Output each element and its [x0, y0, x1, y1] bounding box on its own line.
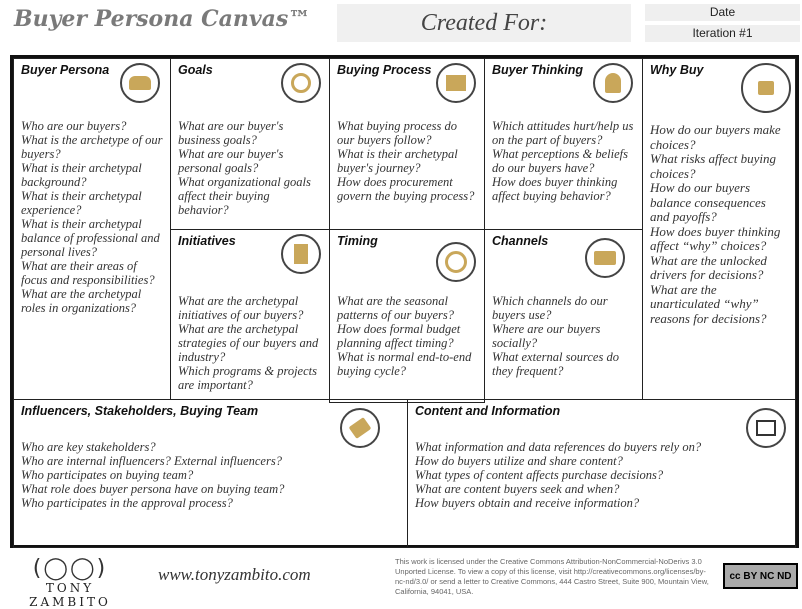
notepad-icon — [281, 234, 321, 274]
cell-questions: What are the archetypal initiatives of our buyers? What are the archetypal strategies of our buyers and industry? Which programs & projects are important? — [178, 294, 319, 392]
date-field[interactable]: Date — [645, 4, 800, 21]
persona-canvas — [10, 55, 799, 548]
cell-channels — [484, 229, 643, 400]
website-link[interactable]: www.tonyzambito.com — [158, 565, 311, 584]
cell-questions: What are the seasonal patterns of our buyers? How does formal budget planning affect timing? What is normal end-to-end buying cycle? — [337, 294, 472, 378]
page-title: Buyer Persona Canvas™ — [14, 6, 311, 32]
cell-questions: Who are our buyers? What is the archetype of our buyers? What is their archetypal background? What is their archetypal experience? What is their archetypal balance of professional and personal lives? What are their areas of focus and responsibilities? What are the archetypal roles in organizations? — [21, 119, 163, 315]
cell-questions: Which channels do our buyers use? Where are our buyers socially? What external sources do they frequent? — [492, 294, 619, 378]
cell-questions: How do our buyers make choices? What risks affect buying choices? How do our buyers balance consequences and payoffs? How does buyer thinking affect “why” choices? What are the unlocked drivers for decisions? What are the unarticulated “why” reasons for decisions? — [650, 122, 781, 326]
cell-title: Why Buy — [650, 63, 704, 77]
thinking-head-icon — [593, 63, 633, 103]
cell-title: Initiatives — [178, 234, 236, 248]
cell-content — [407, 399, 796, 548]
cell-title: Influencers, Stakeholders, Buying Team — [21, 404, 259, 418]
people-icon — [120, 63, 160, 103]
cell-questions: What buying process do our buyers follow? What is their archetypal buyer's journey? How does procurement govern the buying process? — [337, 119, 475, 203]
cell-title: Buying Process — [337, 63, 432, 77]
license-text: This work is licensed under the Creative Commons Attribution-NonCommercial-NoDerivs 3.0 Unported License. To view a copy of this license, visit http://creativecommons.org/licenses/by-nc-nd/3.0/ or send a letter to Creative Commons, 444 Castro Street, Suite 900, Mountain View, California, 94041, USA. — [395, 557, 709, 596]
cell-goals — [170, 58, 330, 230]
compass-icon — [436, 242, 476, 282]
cell-questions: Who are key stakeholders? Who are internal influencers? External influencers? Who participates on buying team? What role does buyer persona have on buying team? Who participates in the approval process? — [21, 440, 285, 510]
cell-title: Goals — [178, 63, 213, 77]
cell-influencers — [13, 399, 408, 548]
cell-title: Buyer Thinking — [492, 63, 583, 77]
cell-title: Content and Information — [415, 404, 561, 418]
glasses-icon: (◯◯) — [32, 556, 108, 581]
cell-title: Timing — [337, 234, 378, 248]
cell-buyer-persona — [13, 58, 171, 400]
iteration-field[interactable]: Iteration #1 — [645, 25, 800, 42]
cell-buyer-thinking — [484, 58, 643, 230]
cell-questions: What information and data references do buyers rely on? How do buyers utilize and share content? What types of content affects purchase decisions? What are content buyers seek and when? How buyers obtain and receive information? — [415, 440, 702, 510]
cell-title: Buyer Persona — [21, 63, 110, 77]
cell-why-buy — [642, 58, 796, 400]
devices-icon — [585, 238, 625, 278]
unlock-icon — [741, 63, 791, 113]
cell-buying-process — [329, 58, 485, 230]
cell-timing — [329, 229, 485, 403]
logo-name: TONY ZAMBITO — [29, 581, 111, 609]
cell-questions: Which attitudes hurt/help us on the part of buyers? What perceptions & beliefs do our buyers have? How does buyer thinking affect buying behavior? — [492, 119, 634, 203]
created-for-field[interactable]: Created For: — [337, 4, 631, 42]
cell-questions: What are our buyer's business goals? What are our buyer's personal goals? What organizational goals affect their buying behavior? — [178, 119, 311, 217]
target-icon — [281, 63, 321, 103]
cell-initiatives — [170, 229, 330, 400]
creative-commons-badge[interactable]: cc BY NC ND — [723, 563, 798, 589]
cell-title: Channels — [492, 234, 549, 248]
presentation-icon — [746, 408, 786, 448]
price-tag-icon — [340, 408, 380, 448]
tony-zambito-logo — [5, 556, 135, 609]
map-icon — [436, 63, 476, 103]
